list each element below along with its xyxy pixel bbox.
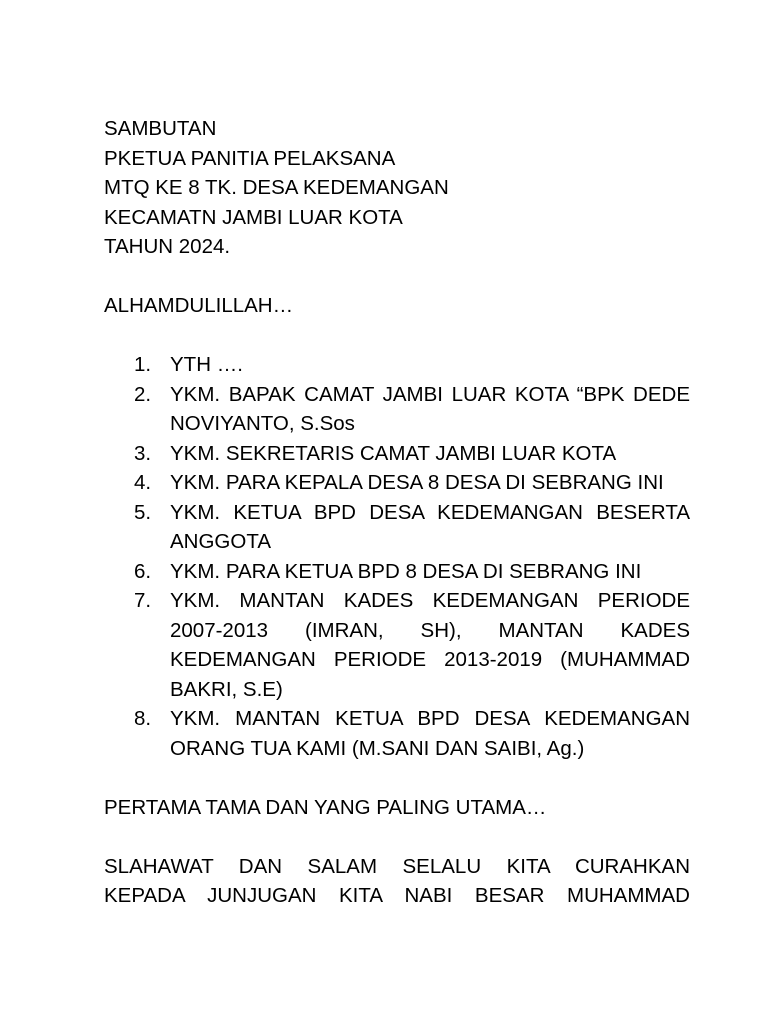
guest-list bbox=[104, 350, 690, 763]
spacer bbox=[104, 262, 690, 292]
list-item bbox=[104, 350, 690, 380]
spacer bbox=[104, 822, 690, 852]
list-item bbox=[104, 557, 690, 587]
spacer bbox=[104, 321, 690, 351]
list-item bbox=[104, 704, 690, 763]
list-item-number: 2. bbox=[134, 382, 152, 406]
header-block bbox=[104, 114, 690, 262]
list-item bbox=[104, 380, 690, 439]
paragraph-line: PERTAMA TAMA DAN YANG PALING UTAMA… bbox=[104, 795, 547, 819]
header-line: SAMBUTAN bbox=[104, 117, 217, 140]
list-item-number: 1. bbox=[134, 353, 152, 376]
list-item-text: YKM. MANTAN KADES KEDEMANGAN PERIODE 2007-2013 (IMRAN, SH), MANTAN KADES KEDEMANGAN PERIODE 2013-2019 (MUHAMMAD BAKRI, S.E) bbox=[170, 589, 690, 701]
list-item-number: 7. bbox=[134, 589, 152, 612]
opening-line: ALHAMDULILLAH… bbox=[104, 294, 294, 317]
list-item bbox=[104, 439, 690, 469]
list-item-text: YKM. MANTAN KETUA BPD DESA KEDEMANGAN ORANG TUA KAMI (M.SANI DAN SAIBI, Ag.) bbox=[170, 707, 690, 760]
list-item-text: YKM. PARA KEPALA DESA 8 DESA DI SEBRANG INI bbox=[170, 471, 664, 494]
header-line: PKETUA PANITIA PELAKSANA bbox=[104, 146, 396, 170]
list-item bbox=[104, 468, 690, 498]
list-item bbox=[104, 586, 690, 704]
list-item-text: YTH …. bbox=[170, 353, 243, 376]
document-body bbox=[104, 114, 690, 911]
list-item-text: YKM. SEKRETARIS CAMAT JAMBI LUAR KOTA bbox=[170, 441, 617, 465]
list-item-number: 8. bbox=[134, 707, 152, 730]
list-item-text: YKM. BAPAK CAMAT JAMBI LUAR KOTA “BPK DEDE NOVIYANTO, S.Sos bbox=[170, 382, 690, 435]
spacer bbox=[104, 763, 690, 793]
list-item-number: 3. bbox=[134, 441, 152, 465]
list-item-text: YKM. KETUA BPD DESA KEDEMANGAN BESERTA ANGGOTA bbox=[170, 500, 690, 553]
list-item bbox=[104, 498, 690, 557]
list-item-text: YKM. PARA KETUA BPD 8 DESA DI SEBRANG INI bbox=[170, 559, 642, 583]
list-item-number: 6. bbox=[134, 559, 152, 583]
list-item-number: 4. bbox=[134, 471, 152, 494]
header-line: MTQ KE 8 TK. DESA KEDEMANGAN bbox=[104, 176, 449, 199]
header-line: TAHUN 2024. bbox=[104, 235, 231, 258]
list-item-number: 5. bbox=[134, 500, 152, 524]
header-line: KECAMATN JAMBI LUAR KOTA bbox=[104, 205, 403, 229]
paragraph-line: SLAHAWAT DAN SALAM SELALU KITA CURAHKAN bbox=[104, 854, 690, 878]
closing-paragraph bbox=[104, 852, 690, 911]
paragraph-line: KEPADA JUNJUGAN KITA NABI BESAR MUHAMMAD bbox=[104, 884, 690, 907]
